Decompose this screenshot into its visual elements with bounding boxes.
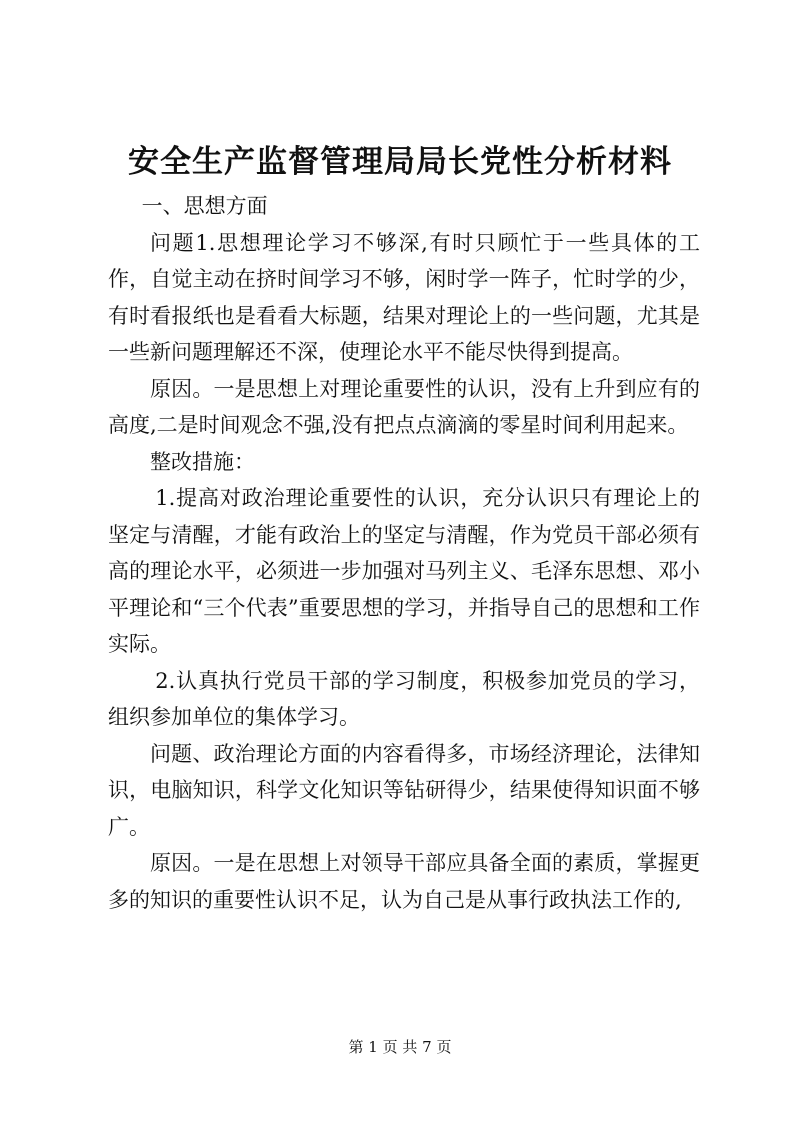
page-footer: 第 1 页 共 7 页 xyxy=(348,1038,452,1056)
paragraph-cause-2: 原因。一是在思想上对领导干部应具备全面的素质，掌握更多的知识的重要性认识不足，认为自己是从事行政执法工作的, xyxy=(108,851,700,912)
paragraph-measures-heading: 整改措施： xyxy=(150,449,255,474)
paragraph-cause-1: 原因。一是思想上对理论重要性的认识，没有上升到应有的高度,二是时间观念不强,没有把点点滴滴的零星时间利用起来。 xyxy=(108,376,700,437)
section-heading: 一、思想方面 xyxy=(141,194,268,218)
document-body xyxy=(108,188,700,918)
paragraph-measure-2: 2.认真执行党员干部的学习制度，积极参加党员的学习，组织参加单位的集体学习。 xyxy=(108,668,700,729)
paragraph-problem-2: 问题、政治理论方面的内容看得多，市场经济理论，法律知识，电脑知识，科学文化知识等钻研得少，结果使得知识面不够广。 xyxy=(108,741,700,839)
paragraph-problem-1: 问题1.思想理论学习不够深,有时只顾忙于一些具体的工作，自觉主动在挤时间学习不够，闲时学一阵子，忙时学的少，有时看报纸也是看看大标题，结果对理论上的一些问题，尤其是一些新问题理解还不深，使理论水平不能尽快得到提高。 xyxy=(108,230,700,364)
paragraph-measure-1: 1.提高对政治理论重要性的认识，充分认识只有理论上的坚定与清醒，才能有政治上的坚定与清醒，作为党员干部必须有高的理论水平，必须进一步加强对马列主义、毛泽东思想、邓小平理论和“三个代表”重要思想的学习，并指导自己的思想和工作实际。 xyxy=(108,486,700,656)
document-title: 安全生产监督管理局局长党性分析材料 xyxy=(128,144,672,180)
